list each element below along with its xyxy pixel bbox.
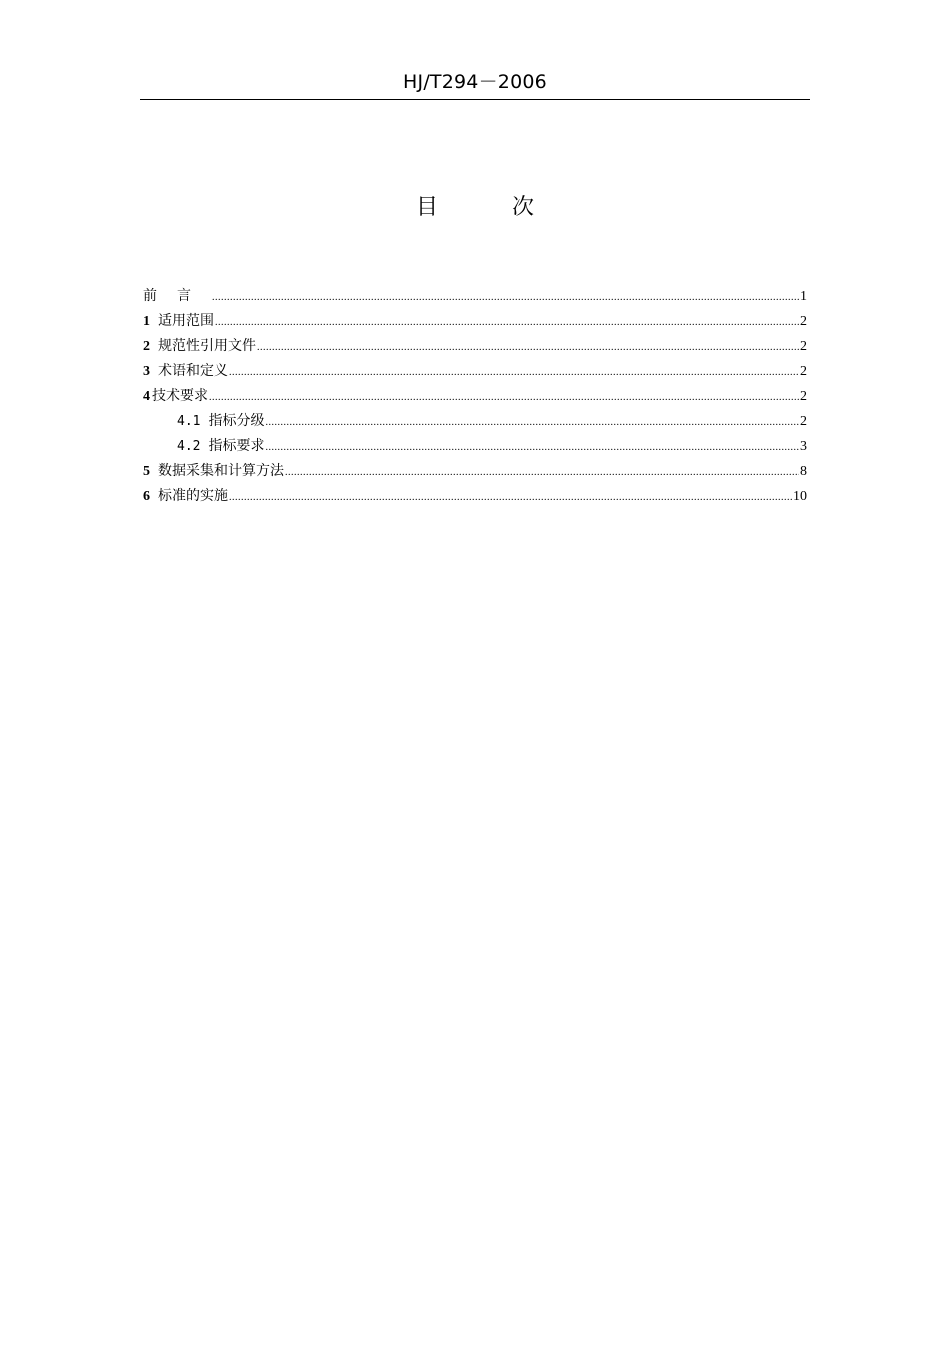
toc-entry-label: 规范性引用文件 [158,338,256,354]
toc-entry-number: 4.1 [177,414,201,429]
toc-entry-number: 2 [143,339,150,354]
dot-leader [229,360,799,385]
toc-entry-label: 适用范围 [158,313,214,329]
toc-entry-page: 1 [800,289,807,304]
toc-entry-label: 指标分级 [208,413,265,429]
toc-entry-page: 2 [800,314,807,329]
dot-leader [209,385,799,410]
table-of-contents [143,284,807,509]
toc-entry-4-1[interactable] [143,409,807,434]
dot-leader [215,310,799,335]
toc-entry-5[interactable] [143,459,807,484]
toc-entry-number: 1 [143,314,150,329]
toc-entry-1[interactable] [143,309,807,334]
toc-entry-page: 2 [800,364,807,379]
toc-entry-page: 2 [800,339,807,354]
toc-entry-label: 术语和定义 [158,363,228,379]
dot-leader [257,335,799,360]
toc-entry-page: 10 [793,489,807,504]
toc-entry-number: 4 [143,389,150,404]
toc-entry-number: 5 [143,464,150,479]
toc-entry-page: 8 [800,464,807,479]
toc-entry-4[interactable] [143,384,807,409]
dot-leader [212,285,799,310]
toc-entry-label: 前言 [143,288,211,304]
toc-entry-label: 数据采集和计算方法 [158,463,284,479]
dot-leader [229,485,792,510]
toc-entry-foreword[interactable] [143,284,807,309]
toc-entry-number: 4.2 [177,439,201,454]
toc-entry-3[interactable] [143,359,807,384]
toc-entry-page: 3 [800,439,807,454]
standard-code: HJ/T294－2006 [403,71,547,93]
toc-entry-label: 标准的实施 [158,488,228,504]
toc-entry-number: 6 [143,489,150,504]
toc-entry-4-2[interactable] [143,434,807,459]
toc-entry-2[interactable] [143,334,807,359]
toc-entry-label: 指标要求 [208,438,265,454]
toc-entry-label: 技术要求 [152,388,208,404]
dot-leader [285,460,799,485]
page-header [140,70,810,100]
dot-leader [265,435,799,460]
toc-entry-page: 2 [800,414,807,429]
page-title: 目 次 [415,195,560,220]
toc-entry-number: 3 [143,364,150,379]
dot-leader [265,410,799,435]
toc-entry-page: 2 [800,389,807,404]
toc-entry-6[interactable] [143,484,807,509]
